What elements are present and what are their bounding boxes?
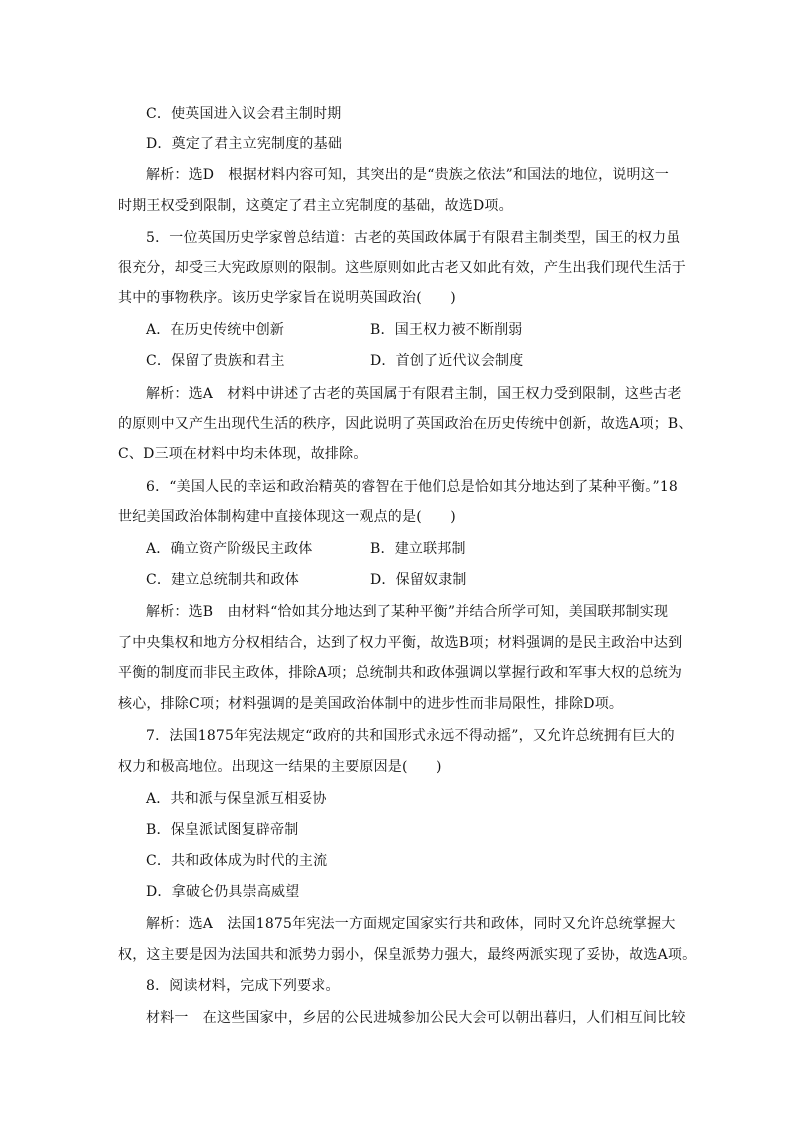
option-c: C．建立总统制共和政体 <box>146 572 299 588</box>
question-7-line: 权力和极高地位。出现这一结果的主要原因是( ) <box>118 759 442 775</box>
material-line: 材料一 在这些国家中，乡居的公民进城参加公民大会可以朝出暮归，人们相互间比较 <box>146 1010 686 1026</box>
question-5-line: 很充分，却受三大宪政原则的限制。这些原则如此古老又如此有效，产生出我们现代生活于 <box>118 260 686 276</box>
option-b: B．国王权力被不断削弱 <box>370 322 523 338</box>
question-8-line: 8．阅读材料，完成下列要求。 <box>146 978 340 994</box>
option-b: B．保皇派试图复辟帝制 <box>146 822 299 838</box>
question-7-line: 7．法国1875年宪法规定“政府的共和国形式永远不得动摇”，又允许总统拥有巨大的 <box>146 728 675 744</box>
analysis-line: 核心，排除C项；材料强调的是美国政治体制中的进步性而非局限性，排除D项。 <box>118 696 624 712</box>
option-b: B．建立联邦制 <box>370 541 466 557</box>
option-c-line: C．使英国进入议会君主制时期 <box>146 106 342 122</box>
option-d: D．拿破仑仍具崇高威望 <box>146 884 300 900</box>
analysis-line: 平衡的制度而非民主政体，排除A项；总统制共和政体强调以掌握行政和军事大权的总统为 <box>118 665 683 681</box>
analysis-line: 解析：选B 由材料“恰如其分地达到了某种平衡”并结合所学可知，美国联邦制实现 <box>146 604 669 620</box>
question-5-line: 其中的事物秩序。该历史学家旨在说明英国政治( ) <box>118 290 456 306</box>
option-a: A．确立资产阶级民主政体 <box>146 541 313 557</box>
question-6-line: 世纪美国政治体制构建中直接体现这一观点的是( ) <box>118 509 456 525</box>
analysis-line: 的原则中又产生出现代生活的秩序，因此说明了英国政治在历史传统中创新，故选A项；B、 <box>118 416 693 432</box>
analysis-line: 时期王权受到限制，这奠定了君主立宪制度的基础，故选D项。 <box>118 198 513 214</box>
option-c: C．保留了贵族和君主 <box>146 353 285 369</box>
option-d: D．首创了近代议会制度 <box>370 353 524 369</box>
option-a: A．在历史传统中创新 <box>146 322 285 338</box>
option-d: D．保留奴隶制 <box>370 572 467 588</box>
option-a: A．共和派与保皇派互相妥协 <box>146 791 327 807</box>
question-6-line: 6．“美国人民的幸运和政治精英的睿智在于他们总是恰如其分地达到了某种平衡。”18 <box>146 479 679 495</box>
analysis-line: 权，这主要是因为法国共和派势力弱小，保皇派势力强大，最终两派实现了妥协，故选A项。 <box>118 947 697 963</box>
option-d-line: D．奠定了君主立宪制度的基础 <box>146 136 343 152</box>
question-5-line: 5．一位英国历史学家曾总结道：古老的英国政体属于有限君主制类型，国王的权力虽 <box>146 230 681 246</box>
analysis-line: 解析：选A 材料中讲述了古老的英国属于有限君主制，国王权力受到限制，这些古老 <box>146 386 682 402</box>
analysis-line: 了中央集权和地方分权相结合，达到了权力平衡，故选B项；材料强调的是民主政治中达到 <box>118 635 683 651</box>
analysis-line: 解析：选D 根据材料内容可知，其突出的是“贵族之依法”和国法的地位，说明这一 <box>146 167 670 183</box>
option-c: C．共和政体成为时代的主流 <box>146 853 328 869</box>
analysis-line: C、D三项在材料中均未体现，故排除。 <box>118 446 368 462</box>
analysis-line: 解析：选A 法国1875年宪法一方面规定国家实行共和政体，同时又允许总统掌握大 <box>146 916 676 932</box>
